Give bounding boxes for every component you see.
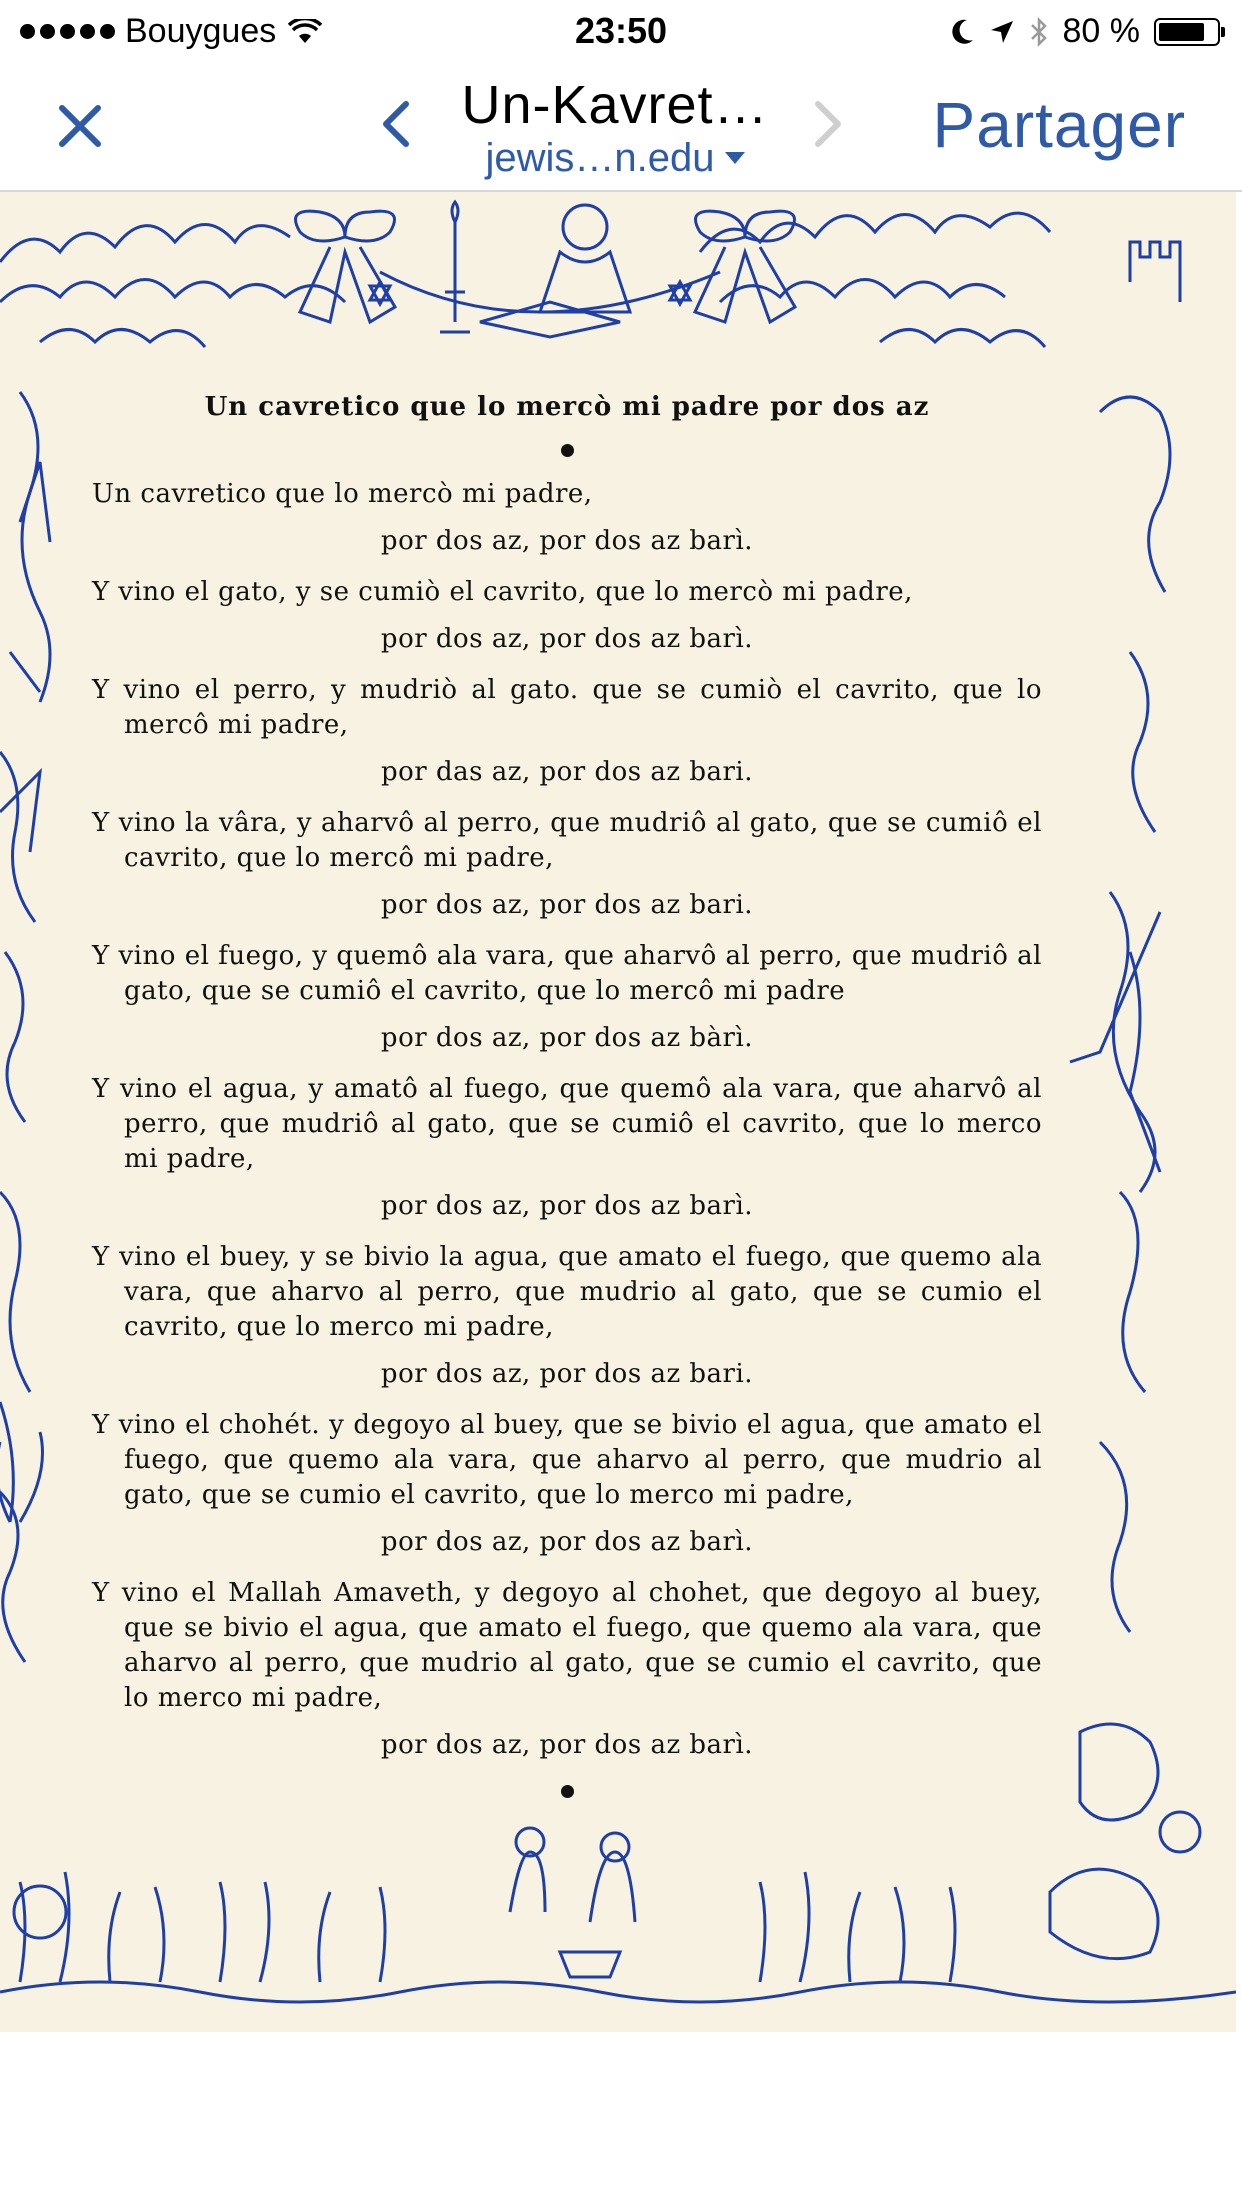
verse-text: Y vino el Mallah Amaveth, y degoyo al chohet, que degoyo al buey, que se bivio el agua, que amato el fuego, que quemo ala vara, que aharvo al perro, que mudrio al gato, que se cumio el cavrito, que lo merco mi padre, <box>92 1578 1042 1713</box>
moon-icon <box>949 18 975 46</box>
page-title: Un-Kavret… <box>461 75 769 135</box>
verse <box>92 806 1042 923</box>
verse-text: Y vino el agua, y amatô al fuego, que quemô ala vara, que aharvô al perro, que mudriô al gato, que se cumiô el cavrito, que lo merco mi padre, <box>92 1074 1042 1174</box>
verse <box>92 477 1042 559</box>
page-title-button[interactable] <box>440 74 790 180</box>
verse-text: Y vino el chohét. y degoyo al buey, que se bivio el agua, que amato el fuego, que quemo ala vara, que aharvo al perro, que mudrio al gato, que se cumio el cavrito, que lo merco mi padre, <box>92 1410 1042 1510</box>
close-icon[interactable] <box>48 94 112 158</box>
status-right <box>949 12 1221 51</box>
status-bar <box>0 0 1242 62</box>
bullet-ornament <box>561 1785 574 1798</box>
verse-text: Y vino el fuego, y quemô ala vara, que aharvô al perro, que mudriô al gato, que se cumiô el cavrito, que lo mercô mi padre <box>92 941 1042 1006</box>
document-page <box>0 192 1236 2032</box>
carrier-label: Bouygues <box>125 12 277 50</box>
verse <box>92 1408 1042 1560</box>
battery-icon <box>1154 18 1220 46</box>
page-domain-label: jewis…n.edu <box>485 136 715 180</box>
verse-refrain: por dos az, por dos az barì. <box>380 1730 754 1760</box>
verse <box>92 1240 1042 1392</box>
page-domain <box>440 136 790 180</box>
chevron-left-icon[interactable] <box>374 92 418 156</box>
verse-refrain: por das az, por dos az bari. <box>381 757 753 787</box>
song-text <box>92 380 1042 1818</box>
location-arrow-icon <box>989 19 1015 45</box>
verse-refrain: por dos az, por dos az bari. <box>380 1359 754 1389</box>
verse-refrain: por dos az, por dos az barì. <box>380 1527 754 1557</box>
browser-nav-bar <box>0 62 1242 192</box>
verse-refrain: por dos az, por dos az barì. <box>380 1191 754 1221</box>
battery-percent: 80 % <box>1062 12 1140 50</box>
bullet-ornament <box>561 444 574 457</box>
verse-refrain: por dos az, por dos az barì. <box>380 526 754 556</box>
song-title: Un cavretico que lo mercò mi padre por dos az <box>204 392 930 422</box>
verse-refrain: por dos az, por dos az bàrì. <box>380 1023 754 1053</box>
verse-text: Y vino el buey, y se bivio la agua, que amato el fuego, que quemo ala vara, que aharvo al perro, que mudrio al gato, que se cumio el cavrito, que lo merco mi padre, <box>92 1242 1042 1342</box>
verse-refrain: por dos az, por dos az barì. <box>380 624 754 654</box>
chevron-right-icon <box>806 92 850 156</box>
bluetooth-icon <box>1029 16 1049 48</box>
verse-text: Y vino la vâra, y aharvô al perro, que mudriô al gato, que se cumiô el cavrito, que lo mercô mi padre, <box>92 808 1042 873</box>
verse-text: Y vino el gato, y se cumiò el cavrito, que lo mercò mi padre, <box>92 577 913 607</box>
verse-text: Y vino el perro, y mudriò al gato. que se cumiò el cavrito, que lo mercô mi padre, <box>92 675 1042 740</box>
verse <box>92 1576 1042 1763</box>
verse <box>92 673 1042 790</box>
verse-text: Un cavretico que lo mercò mi padre, <box>92 479 593 509</box>
verse <box>92 575 1042 657</box>
share-button[interactable]: Partager <box>932 89 1186 161</box>
verse <box>92 1072 1042 1224</box>
status-time: 23:50 <box>574 10 668 51</box>
verse <box>92 939 1042 1056</box>
chevron-down-icon <box>725 152 745 164</box>
verse-refrain: por dos az, por dos az bari. <box>380 890 754 920</box>
battery-level <box>1159 23 1204 41</box>
